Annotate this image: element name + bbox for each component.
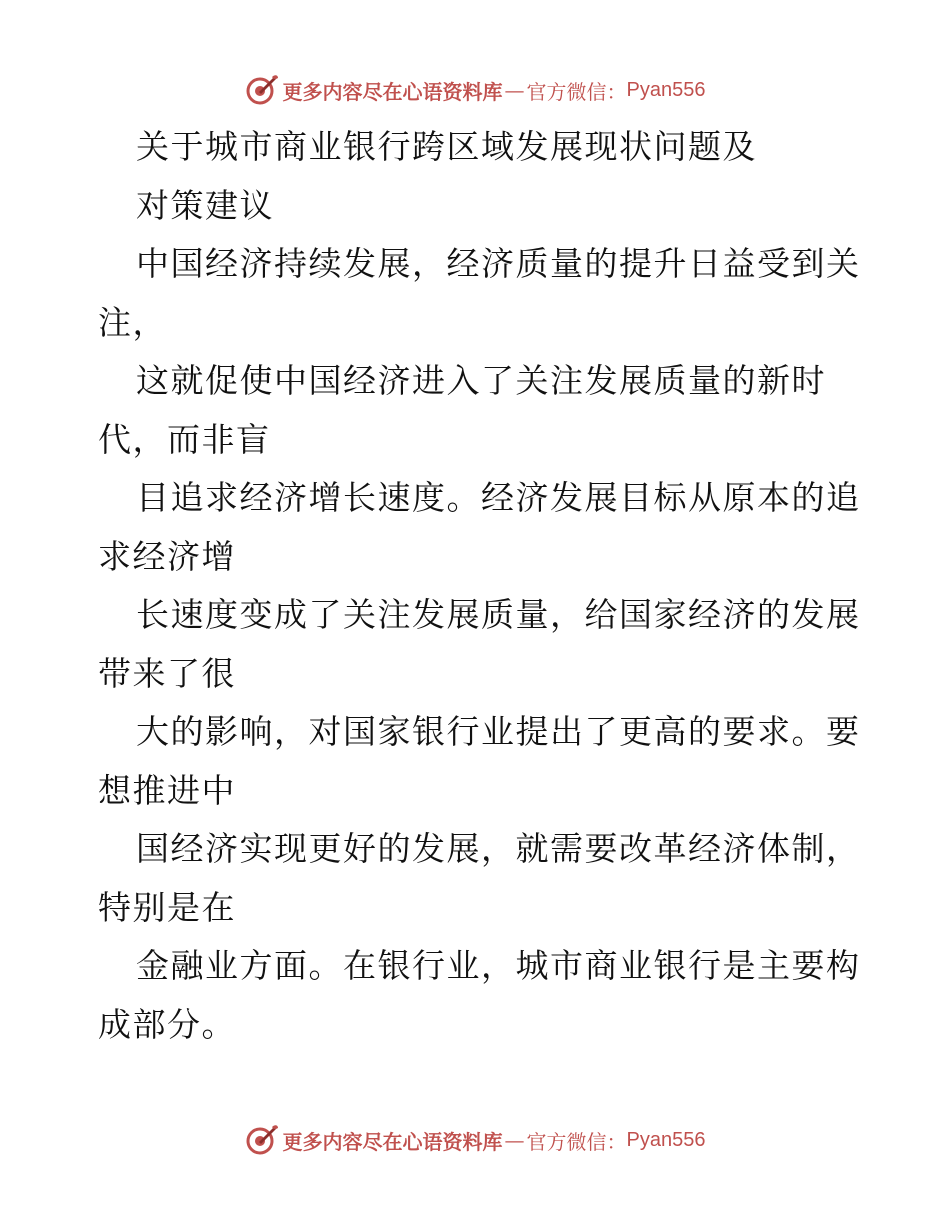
text-line: 想推进中 — [98, 770, 236, 810]
text-line: 这就促使中国经济进入了关注发展质量的新时 — [136, 361, 826, 400]
quill-seal-icon — [245, 1123, 279, 1157]
watermark-brand: 更多内容尽在心语资料库 — [282, 1129, 503, 1154]
text-line: 代，而非盲 — [98, 419, 271, 459]
text-line: 关于城市商业银行跨区域发展现状问题及 — [136, 127, 757, 166]
watermark-wechat-id: Pyan556 — [626, 1128, 706, 1151]
document-body — [98, 118, 861, 1054]
watermark-dash: — — [504, 78, 525, 102]
text-line: 带来了很 — [98, 653, 236, 693]
text-line: 金融业方面。在银行业，城市商业银行是主要构 — [136, 946, 861, 985]
watermark-official: 官方微信： — [526, 1129, 627, 1154]
watermark-dash: — — [504, 1128, 525, 1152]
text-line: 成部分。 — [98, 1004, 236, 1044]
text-line: 目追求经济增长速度。经济发展目标从原本的追 — [136, 478, 861, 517]
text-line: 长速度变成了关注发展质量，给国家经济的发展 — [136, 595, 861, 634]
watermark-brand: 更多内容尽在心语资料库 — [282, 79, 503, 104]
text-line: 中国经济持续发展，经济质量的提升日益受到关 — [136, 244, 861, 283]
text-line: 对策建议 — [136, 185, 274, 225]
watermark-wechat-id: Pyan556 — [626, 78, 706, 101]
text-line: 求经济增 — [98, 536, 236, 576]
text-line: 注， — [98, 302, 167, 342]
watermark-official: 官方微信： — [526, 79, 627, 104]
footer-watermark — [0, 1120, 950, 1160]
text-line: 国经济实现更好的发展，就需要改革经济体制， — [136, 829, 861, 868]
text-line: 大的影响，对国家银行业提出了更高的要求。要 — [136, 712, 861, 751]
quill-seal-icon — [245, 73, 279, 107]
header-watermark — [0, 70, 950, 110]
text-line: 特别是在 — [98, 887, 236, 927]
